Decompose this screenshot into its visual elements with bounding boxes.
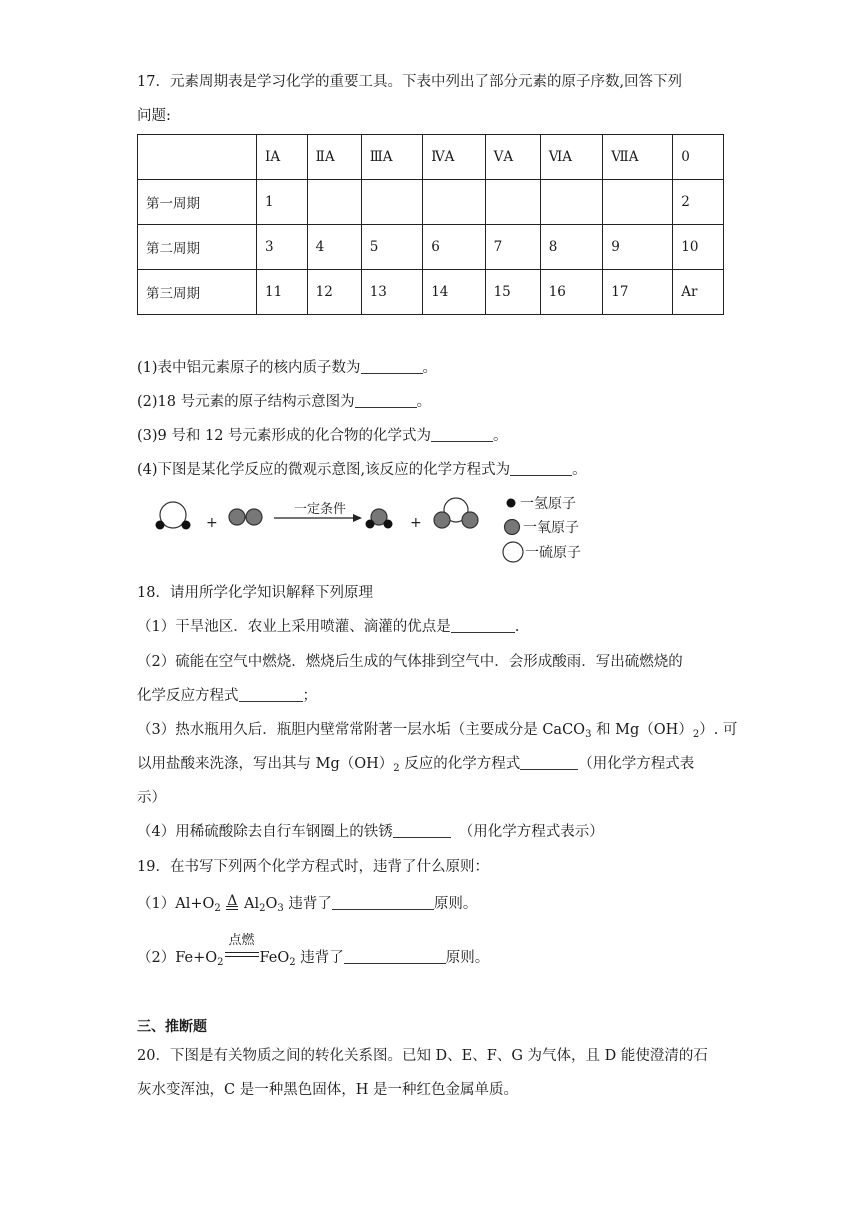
q18-p1 <box>137 617 519 637</box>
oxygen-atom-icon <box>505 520 520 535</box>
answer-blank[interactable] <box>510 461 572 476</box>
q17-sub1 <box>137 358 437 378</box>
q18-p3c: 示） <box>137 790 166 806</box>
q17-sub3-end: 。 <box>493 428 508 444</box>
q18-p4-end: （用化学方程式表示） <box>458 824 604 840</box>
answer-blank[interactable] <box>355 393 417 408</box>
q17-intro-line2: 问题: <box>137 108 171 124</box>
q20-line2: 灰水变浑浊，C 是一种黑色固体，H 是一种红色金属单质。 <box>137 1082 518 1098</box>
delta-symbol: Δ <box>227 893 238 909</box>
table-cell: 8 <box>540 225 603 270</box>
heat-equals-symbol <box>225 894 239 910</box>
q17-sub4-end: 。 <box>572 462 587 478</box>
table-cell <box>603 180 673 225</box>
answer-blank[interactable] <box>332 895 434 910</box>
table-cell: 2 <box>673 180 724 225</box>
q19-eq2 <box>137 933 490 973</box>
eq-text: 原则。 <box>433 896 478 912</box>
q17-sub4-text: (4)下图是某化学反应的微观示意图,该反应的化学方程式为 <box>137 462 511 478</box>
q18-p3b-text: 反应的化学方程式 <box>399 756 521 772</box>
reaction-condition: 一定条件 <box>294 502 347 517</box>
answer-blank[interactable] <box>451 618 515 633</box>
q18-p3b <box>137 754 694 779</box>
h2s-molecule <box>156 502 191 530</box>
q18-p1-text: （1）干旱池区．农业上采用喷灌、滴灌的优点是 <box>137 619 451 635</box>
subscript: 2 <box>214 903 221 914</box>
eq-text: 违背了 <box>283 896 332 912</box>
table-cell: ⅣA <box>423 135 485 180</box>
q19-title: 19．在书写下列两个化学方程式时，违背了什么原则： <box>137 859 489 875</box>
q18-p2b-text: 化学反应方程式 <box>137 688 239 704</box>
table-cell <box>540 180 603 225</box>
table-cell: 10 <box>673 225 724 270</box>
q17-sub4 <box>137 460 587 480</box>
table-row <box>138 270 724 315</box>
o2-molecule <box>229 509 262 525</box>
table-cell: ⅥA <box>540 135 603 180</box>
q18-p3b-text: （用化学方程式表 <box>578 756 695 772</box>
table-cell: Ar <box>673 270 724 315</box>
table-cell: 16 <box>540 270 603 315</box>
q18-p3a-text: ）. 可 <box>699 722 738 738</box>
h2o-molecule <box>366 509 393 529</box>
table-cell: 0 <box>673 135 724 180</box>
subscript: 3 <box>277 903 284 914</box>
table-cell: 第三周期 <box>138 270 257 315</box>
subscript: 2 <box>217 957 224 968</box>
eq-text: FeO <box>259 950 290 966</box>
q17-sub1-text: (1)表中铝元素原子的核内质子数为 <box>137 360 361 376</box>
q18-title: 18．请用所学化学知识解释下列原理 <box>137 585 373 601</box>
diagram-legend <box>503 496 581 562</box>
table-cell: ⅠA <box>257 135 308 180</box>
table-cell: 3 <box>257 225 308 270</box>
table-cell: 13 <box>361 270 422 315</box>
table-cell: 14 <box>423 270 485 315</box>
q17-sub1-end: 。 <box>422 360 438 376</box>
answer-blank[interactable] <box>431 427 493 442</box>
table-cell: 6 <box>423 225 485 270</box>
table-cell: ⅢA <box>361 135 422 180</box>
table-cell: 7 <box>485 225 540 270</box>
q18-p3b-text: 以用盐酸来洗涤，写出其与 Mg（OH） <box>137 756 394 772</box>
subscript: 2 <box>289 957 296 968</box>
table-cell: 1 <box>257 180 308 225</box>
so2-molecule <box>434 498 478 528</box>
table-cell: 4 <box>307 225 361 270</box>
q18-p3a <box>137 720 737 745</box>
section-heading: 三、推断题 <box>137 1019 207 1035</box>
table-cell: 11 <box>257 270 308 315</box>
plus-sign: + <box>206 515 218 531</box>
q18-p4 <box>137 822 604 842</box>
hydrogen-atom-icon <box>507 499 516 508</box>
answer-blank[interactable] <box>393 823 451 838</box>
periodic-table <box>137 134 724 315</box>
q18-p1-end: . <box>514 619 520 635</box>
legend-item: 一硫原子 <box>525 545 581 561</box>
table-cell: 12 <box>307 270 361 315</box>
reaction-condition: 点燃 <box>228 933 255 948</box>
q17-sub2-end: 。 <box>416 394 432 410</box>
table-cell: 9 <box>603 225 673 270</box>
ignition-equals-symbol <box>224 933 260 964</box>
q18-p2b <box>137 686 317 706</box>
q20-line1: 20．下图是有关物质之间的转化关系图。已知 D、E、F、G 为气体，且 D 能使澄清的石 <box>137 1048 708 1064</box>
q17-sub2-text: (2)18 号元素的原子结构示意图为 <box>137 394 355 410</box>
q18-p2a: （2）硫能在空气中燃烧．燃烧后生成的气体排到空气中．会形成酸雨．写出硫燃烧的 <box>137 654 683 670</box>
table-cell <box>423 180 485 225</box>
q18-p2b-end: ； <box>302 688 317 704</box>
subscript: 2 <box>692 729 700 740</box>
q17-sub3 <box>137 426 508 446</box>
table-cell <box>361 180 422 225</box>
answer-blank[interactable] <box>361 359 423 374</box>
q17-intro-line1: 17．元素周期表是学习化学的重要工具。下表中列出了部分元素的原子序数,回答下列 <box>137 74 683 90</box>
subscript: 3 <box>585 729 592 740</box>
eq-text: （2）Fe+O <box>137 950 218 966</box>
table-cell <box>307 180 361 225</box>
table-header-row <box>138 135 724 180</box>
reaction-diagram <box>148 496 598 568</box>
table-cell: 第一周期 <box>138 180 257 225</box>
eq-text: 违背了 <box>295 950 344 966</box>
table-cell <box>138 135 257 180</box>
q17-sub2 <box>137 392 431 412</box>
table-cell: ⅦA <box>603 135 673 180</box>
table-cell: ⅤA <box>485 135 540 180</box>
table-cell <box>485 180 540 225</box>
plus-sign: + <box>410 515 422 531</box>
subscript: 2 <box>393 763 400 774</box>
sulfur-atom-icon <box>503 542 523 562</box>
eq-text: 原则。 <box>445 950 490 966</box>
answer-blank[interactable] <box>239 687 303 702</box>
subscript: 2 <box>259 903 266 914</box>
eq-text: O <box>265 896 278 912</box>
table-cell: 15 <box>485 270 540 315</box>
legend-item: 一氢原子 <box>520 496 576 512</box>
answer-blank[interactable] <box>520 755 578 770</box>
q18-p3a-text: 和 Mg（OH） <box>591 722 693 738</box>
reaction-arrow <box>274 502 362 522</box>
q17-sub3-text: (3)9 号和 12 号元素形成的化合物的化学式为 <box>137 428 432 444</box>
q19-eq1 <box>137 894 477 919</box>
legend-item: 一氧原子 <box>523 520 579 536</box>
table-cell: 5 <box>361 225 422 270</box>
table-cell: 第二周期 <box>138 225 257 270</box>
q18-p4-text: （4）用稀硫酸除去自行车钢圈上的铁锈 <box>137 824 393 840</box>
table-cell: 17 <box>603 270 673 315</box>
eq-text: Al <box>243 896 260 912</box>
table-row <box>138 225 724 270</box>
q18-p3a-text: （3）热水瓶用久后．瓶胆内壁常常附著一层水垢（主要成分是 CaCO <box>137 722 586 738</box>
eq-text: （1）Al+O <box>137 896 215 912</box>
table-row <box>138 180 724 225</box>
answer-blank[interactable] <box>344 949 446 964</box>
table-cell: ⅡA <box>307 135 361 180</box>
